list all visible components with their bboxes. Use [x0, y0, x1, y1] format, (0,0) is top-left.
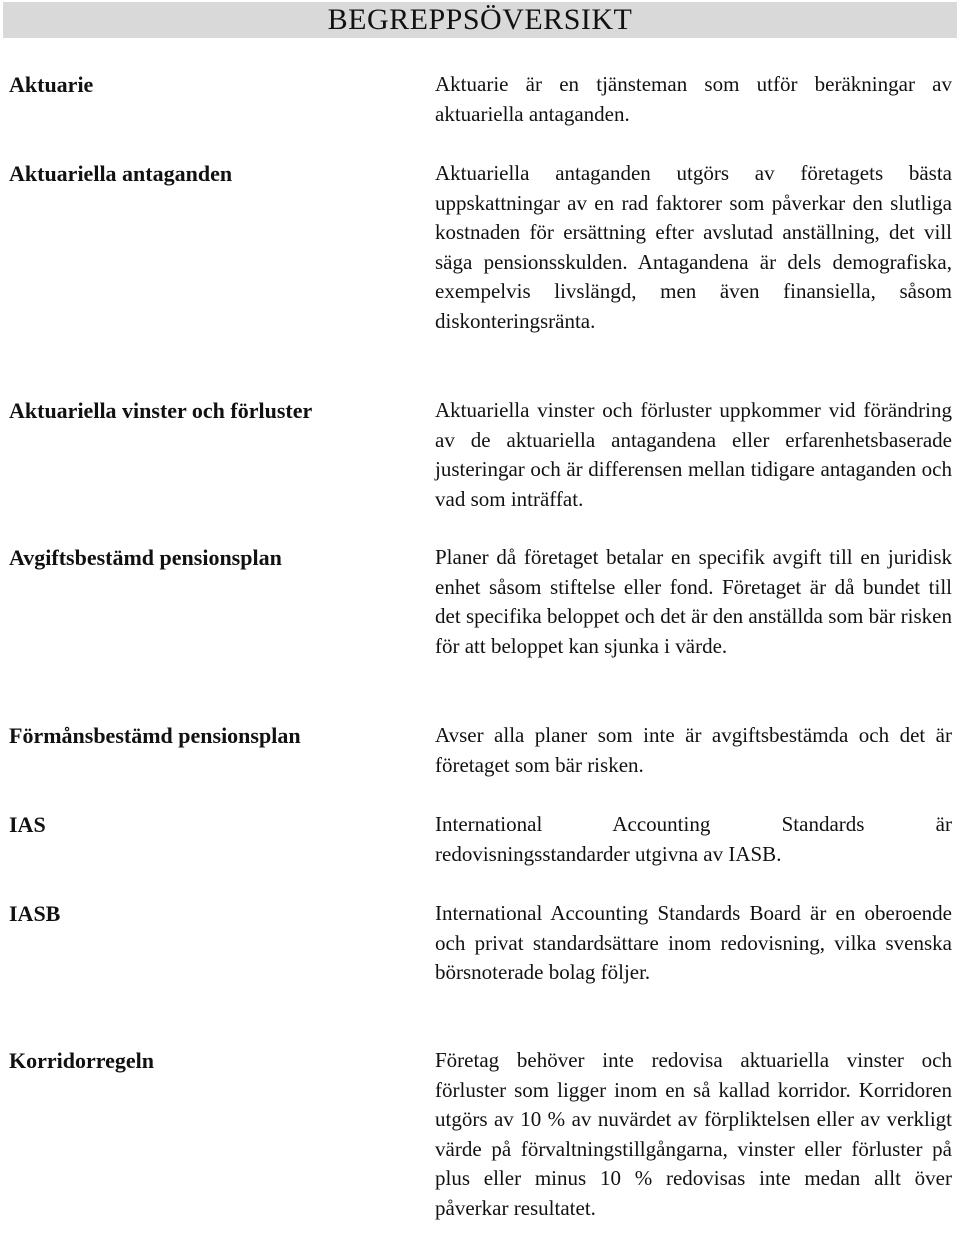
glossary-term: IASB: [9, 901, 61, 926]
glossary-definition: Aktuariella vinster och förluster uppkommer vid förändring av de aktuariella antagandena eller erfarenhetsbaserade justeringar och är differensen mellan tidigare antaganden och vad som inträffat.: [435, 398, 952, 511]
glossary-term: Avgiftsbestämd pensionsplan: [9, 545, 282, 570]
glossary-definition: Aktuariella antaganden utgörs av företagets bästa uppskattningar av en rad faktorer som påverkar den slutliga kostnaden för ersättning efter avslutad anställning, det vill säga pensionsskulden. Antagandena är dels demografiska, exempelvis livslängd, men även finansiella, såsom diskonteringsränta.: [435, 161, 952, 333]
glossary-term: IAS: [9, 812, 46, 837]
glossary-term: Aktuariella vinster och förluster: [9, 398, 313, 423]
page-title: BEGREPPSÖVERSIKT: [327, 3, 633, 36]
glossary-definition: Avser alla planer som inte är avgiftsbestämda och det är företaget som bär risken.: [435, 723, 952, 777]
glossary-term: Aktuarie: [9, 72, 94, 97]
glossary-term: Korridorregeln: [9, 1048, 154, 1073]
glossary-definition: Aktuarie är en tjänsteman som utför beräkningar av aktuariella antaganden.: [435, 72, 952, 126]
page-title-bar: [3, 2, 957, 38]
glossary-definition: Företag behöver inte redovisa aktuariella vinster och förluster som ligger inom en så kallad korridor. Korridoren utgörs av 10 % av nuvärdet av förpliktelsen eller av verkligt värde på förvaltningstillgångarna, vinster eller förluster på plus eller minus 10 % redovisas inte medan allt över påverkar resultatet.: [435, 1048, 952, 1220]
glossary-term: Förmånsbestämd pensionsplan: [9, 723, 301, 748]
glossary-definition: International Accounting Standards är redovisningsstandarder utgivna av IASB.: [435, 812, 952, 866]
glossary-definition: Planer då företaget betalar en specifik avgift till en juridisk enhet såsom stiftelse eller fond. Företaget är då bundet till det specifika beloppet och det är den anställda som bär risken för att beloppet kan sjunka i värde.: [435, 545, 952, 658]
glossary-term: Aktuariella antaganden: [9, 161, 233, 186]
glossary-definition: International Accounting Standards Board är en oberoende och privat standardsättare inom redovisning, vilka svenska börsnoterade bolag följer.: [435, 901, 952, 985]
